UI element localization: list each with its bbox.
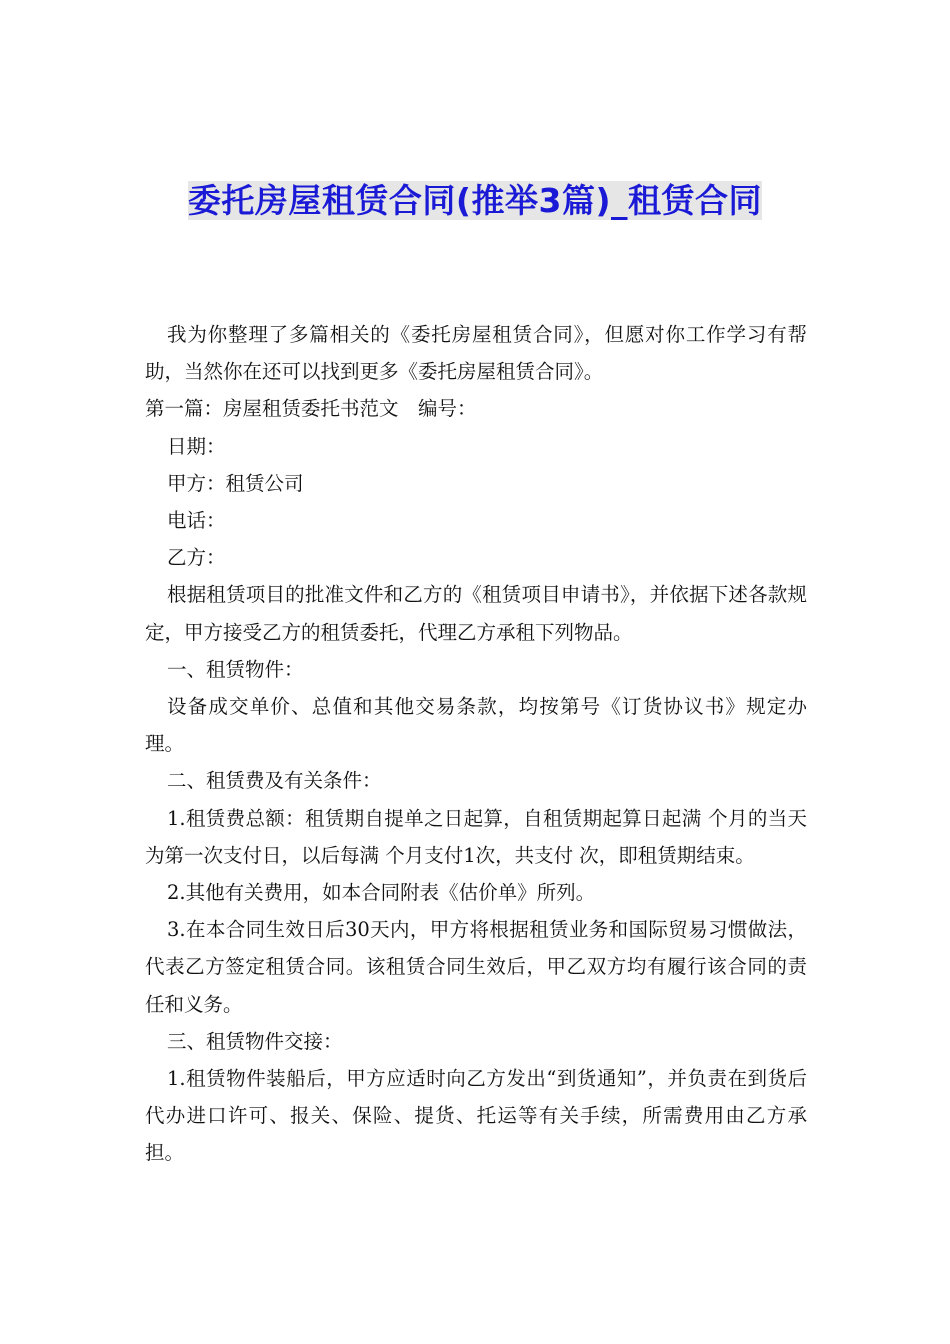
document-title: 委托房屋租赁合同(推举3篇)_租赁合同 xyxy=(187,181,763,220)
paragraph-party-a: 甲方：租赁公司 xyxy=(167,471,304,495)
paragraph-date: 日期： xyxy=(167,434,226,458)
paragraph-clause-one-heading: 一、租赁物件： xyxy=(167,657,304,681)
paragraph-clause-one-body: 设备成交单价、总值和其他交易条款，均按第号《订货协议书》规定办理。 xyxy=(145,695,807,756)
paragraph-clause-three-heading: 三、租赁物件交接： xyxy=(167,1029,343,1053)
paragraph-clause-three-item-1: 1.租赁物件装船后，甲方应适时向乙方发出“到货通知”，并负责在到货后代办进口许可、报关、保险、提货、托运等有关手续，所需费用由乙方承担。 xyxy=(145,1067,807,1165)
document-body xyxy=(145,316,807,1172)
title-block xyxy=(140,176,810,226)
paragraph-party-b: 乙方： xyxy=(167,546,226,570)
paragraph-phone: 电话： xyxy=(167,509,226,533)
paragraph-clause-two-item-2: 2.其他有关费用，如本合同附表《估价单》所列。 xyxy=(167,881,596,905)
paragraph-clause-two-item-3: 3.在本合同生效日后30天内，甲方将根据租赁业务和国际贸易习惯做法，代表乙方签定租赁合同。该租赁合同生效后，甲乙双方均有履行该合同的责任和义务。 xyxy=(145,918,807,1016)
paragraph-clause-two-item-1: 1.租赁费总额：租赁期自提单之日起算，自租赁期起算日起满 个月的当天为第一次支付日，以后每满 个月支付1次，共支付 次，即租赁期结束。 xyxy=(145,806,807,867)
paragraph-basis: 根据租赁项目的批准文件和乙方的《租赁项目申请书》，并依据下述各款规定，甲方接受乙方的租赁委托，代理乙方承租下列物品。 xyxy=(145,583,807,644)
paragraph-section-one-heading: 第一篇：房屋租赁委托书范文 编号： xyxy=(145,397,477,421)
paragraph-intro: 我为你整理了多篇相关的《委托房屋租赁合同》，但愿对你工作学习有帮助，当然你在还可以找到更多《委托房屋租赁合同》。 xyxy=(145,323,807,384)
paragraph-clause-two-heading: 二、租赁费及有关条件： xyxy=(167,769,382,793)
